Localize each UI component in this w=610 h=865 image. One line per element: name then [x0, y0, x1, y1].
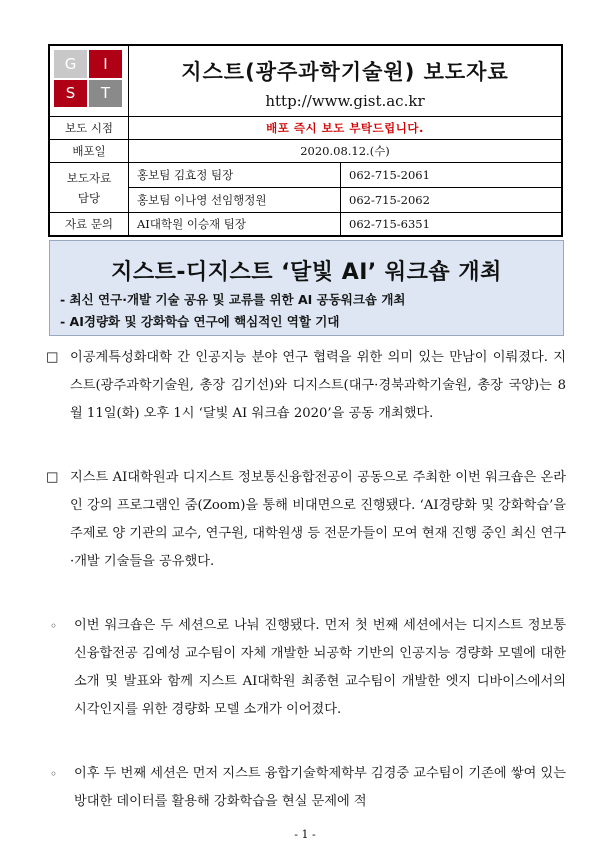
headline-box [49, 240, 564, 336]
headline-subtitle-1: - 최신 연구·개발 기술 공유 및 교류를 위한 AI 공동워크숍 개최 [60, 292, 406, 307]
contact-2-phone: 062-715-2062 [341, 188, 563, 213]
square-bullet-icon: □ [46, 350, 59, 365]
bullet-text: 이후 두 번째 세션은 먼저 지스트 융합기술학제학부 김경중 교수팀이 기존에 쌓여 있는 방대한 데이터를 활용해 강화학습을 현실 문제에 적 [74, 766, 566, 809]
inquiry-label: 자료 문의 [49, 213, 129, 237]
contact-label-line-1: 보도자료 [66, 170, 112, 185]
release-label: 보도 시점 [49, 117, 129, 140]
contact-label [49, 163, 129, 213]
square-bullet-icon: □ [46, 470, 59, 485]
body-bullet-2 [50, 760, 566, 816]
page-number: - 1 - [294, 828, 316, 841]
bullet-text: 이번 워크숍은 두 세션으로 나눠 진행됐다. 먼저 첫 번째 세션에서는 디지스트 정보통신융합전공 김예성 교수팀이 자체 개발한 뇌공학 기반의 인공지능 경량화 모델에 대한 소개 및 발표와 함께 지스트 AI대학원 최종현 교수팀이 개발한 엣지 디바이스에서의 시각인지를 위한 경량화 모델 소개가 이어졌다. [74, 618, 566, 717]
contact-2-name: 홍보팀 이나영 선임행정원 [129, 188, 341, 213]
date-label: 배포일 [49, 140, 129, 163]
paragraph-text: 지스트 AI대학원과 디지스트 정보통신융합전공이 공동으로 주최한 이번 워크숍은 온라인 강의 프로그램인 줌(Zoom)을 통해 비대면으로 진행됐다. ‘AI경량화 및 강화학습’을 주제로 양 기관의 교수, 연구원, 대학원생 등 전문가들이 모여 현재 진행 중인 최신 연구·개발 기술들을 공유했다. [70, 470, 567, 569]
paragraph-text: 이공계특성화대학 간 인공지능 분야 연구 협력을 위한 의미 있는 만남이 이뤄졌다. 지스트(광주과학기술원, 총장 김기선)와 디지스트(대구·경북과학기술원, 총장 국양)는 8월 11일(화) 오후 1시 ‘달빛 AI 워크숍 2020’을 공동 개최했다. [70, 350, 566, 421]
body-paragraph-1 [46, 344, 566, 428]
logo-letter-i: I [89, 50, 122, 78]
contact-1-phone: 062-715-2061 [341, 163, 563, 188]
headline-subtitle-2: - AI경량화 및 강화학습 연구에 핵심적인 역할 기대 [60, 314, 340, 329]
circle-bullet-icon: ◦ [50, 619, 58, 633]
inquiry-name: AI대학원 이승재 팀장 [129, 213, 341, 237]
contact-label-line-2: 담당 [77, 190, 101, 205]
inquiry-phone: 062-715-6351 [341, 213, 563, 237]
release-note: 배포 즉시 보도 부탁드립니다. [129, 117, 563, 140]
logo-letter-g: G [54, 50, 87, 78]
logo-letter-s: S [54, 80, 87, 108]
gist-logo [54, 50, 122, 107]
body-paragraph-2 [46, 464, 566, 576]
press-release-title: 지스트(광주과학기술원) 보도자료 [181, 60, 509, 84]
website-url: http://www.gist.ac.kr [265, 92, 425, 110]
body-bullet-1 [50, 612, 566, 724]
logo-cell [49, 45, 129, 117]
logo-letter-t: T [89, 80, 122, 108]
circle-bullet-icon: ◦ [50, 767, 58, 781]
title-cell [129, 45, 563, 117]
headline-title: 지스트-디지스트 ‘달빛 AI’ 워크숍 개최 [111, 260, 502, 285]
contact-1-name: 홍보팀 김효정 팀장 [129, 163, 341, 188]
date-value: 2020.08.12.(수) [129, 140, 563, 163]
press-release-header-table [48, 44, 563, 237]
